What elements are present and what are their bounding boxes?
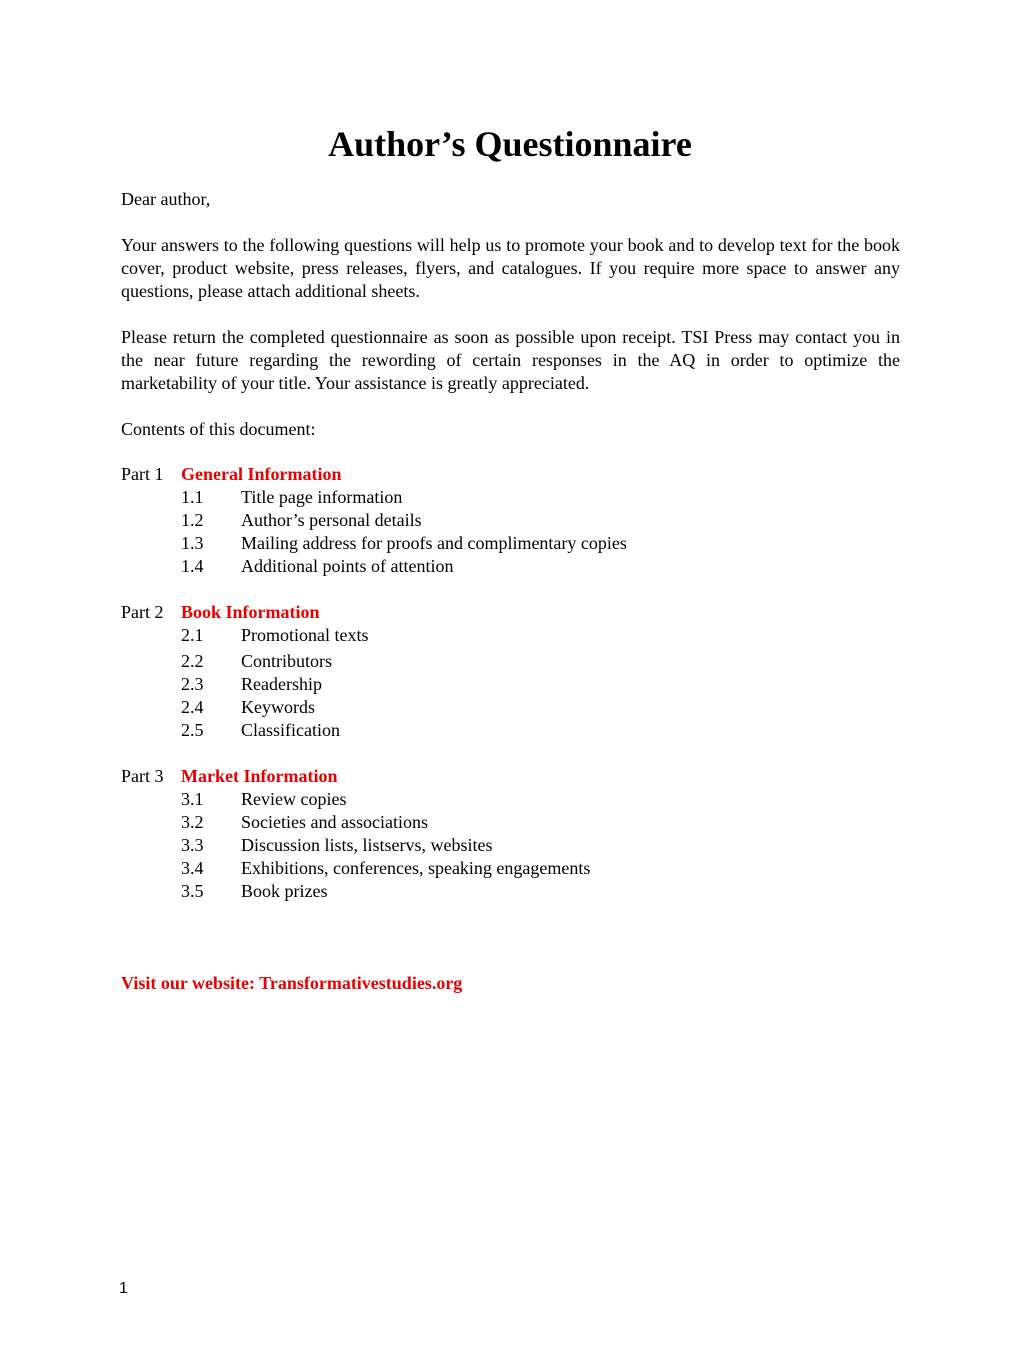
contents-item	[121, 834, 590, 857]
item-text: Title page information	[241, 487, 403, 507]
contents-item	[121, 486, 627, 509]
item-number: 2.3	[181, 674, 204, 694]
part-2-header	[121, 601, 369, 624]
part-1-label: Part 1	[121, 464, 164, 484]
item-text: Societies and associations	[241, 812, 428, 832]
part-1-header	[121, 463, 627, 486]
contents-item	[121, 532, 627, 555]
contents-item	[121, 647, 369, 673]
item-text: Book prizes	[241, 881, 328, 901]
greeting: Dear author,	[121, 189, 211, 209]
item-number: 1.4	[181, 556, 204, 576]
part-3-items	[121, 788, 590, 903]
item-text: Author’s personal details	[241, 510, 422, 530]
contents-item	[121, 509, 627, 532]
item-text: Additional points of attention	[241, 556, 454, 576]
item-number: 3.5	[181, 881, 204, 901]
contents-item	[121, 624, 369, 647]
item-text: Discussion lists, listservs, websites	[241, 835, 493, 855]
item-number: 3.2	[181, 812, 204, 832]
part-2-items	[121, 624, 369, 742]
part-1-items	[121, 486, 627, 578]
item-number: 2.5	[181, 720, 204, 740]
item-number: 3.1	[181, 789, 204, 809]
contents-item	[121, 788, 590, 811]
item-text: Promotional texts	[241, 625, 369, 645]
page-number: 1	[119, 1280, 128, 1297]
part-2-label: Part 2	[121, 602, 164, 622]
part-2-section	[121, 601, 369, 742]
item-text: Keywords	[241, 697, 315, 717]
contents-item	[121, 673, 369, 696]
item-number: 1.2	[181, 510, 204, 530]
item-text: Classification	[241, 720, 340, 740]
item-text: Mailing address for proofs and complimentary copies	[241, 533, 627, 553]
part-3-section	[121, 765, 590, 903]
item-number: 1.1	[181, 487, 204, 507]
part-3-label: Part 3	[121, 766, 164, 786]
return-instructions-paragraph: Please return the completed questionnaire as soon as possible upon receipt. TSI Press may contact you in the near future regarding the rewording of certain responses in the AQ in order to optimize the marketability of your title. Your assistance is greatly appreciated.	[121, 327, 900, 393]
part-1-section	[121, 463, 627, 578]
item-number: 2.2	[181, 651, 204, 671]
part-3-name: Market Information	[181, 766, 338, 786]
item-number: 3.3	[181, 835, 204, 855]
contents-item	[121, 880, 590, 903]
contents-item	[121, 857, 590, 880]
item-number: 2.4	[181, 697, 204, 717]
item-text: Readership	[241, 674, 322, 694]
page-title: Author’s Questionnaire	[328, 124, 692, 164]
item-text: Contributors	[241, 651, 333, 671]
contents-item	[121, 555, 627, 578]
contents-heading: Contents of this document:	[121, 419, 316, 439]
contents-item	[121, 696, 369, 719]
contents-item	[121, 811, 590, 834]
item-text: Exhibitions, conferences, speaking engagements	[241, 858, 591, 878]
item-text: Review copies	[241, 789, 347, 809]
part-1-name: General Information	[181, 464, 342, 484]
part-3-header	[121, 765, 590, 788]
item-number: 2.1	[181, 625, 204, 645]
website-link[interactable]: Visit our website: Transformativestudies.org	[121, 973, 463, 993]
item-number: 3.4	[181, 858, 204, 878]
part-2-name: Book Information	[181, 602, 320, 622]
contents-item	[121, 719, 369, 742]
intro-paragraph: Your answers to the following questions will help us to promote your book and to develop text for the book cover, product website, press releases, flyers, and catalogues. If you require more space to answer any questions, please attach additional sheets.	[121, 235, 900, 301]
item-number: 1.3	[181, 533, 204, 553]
